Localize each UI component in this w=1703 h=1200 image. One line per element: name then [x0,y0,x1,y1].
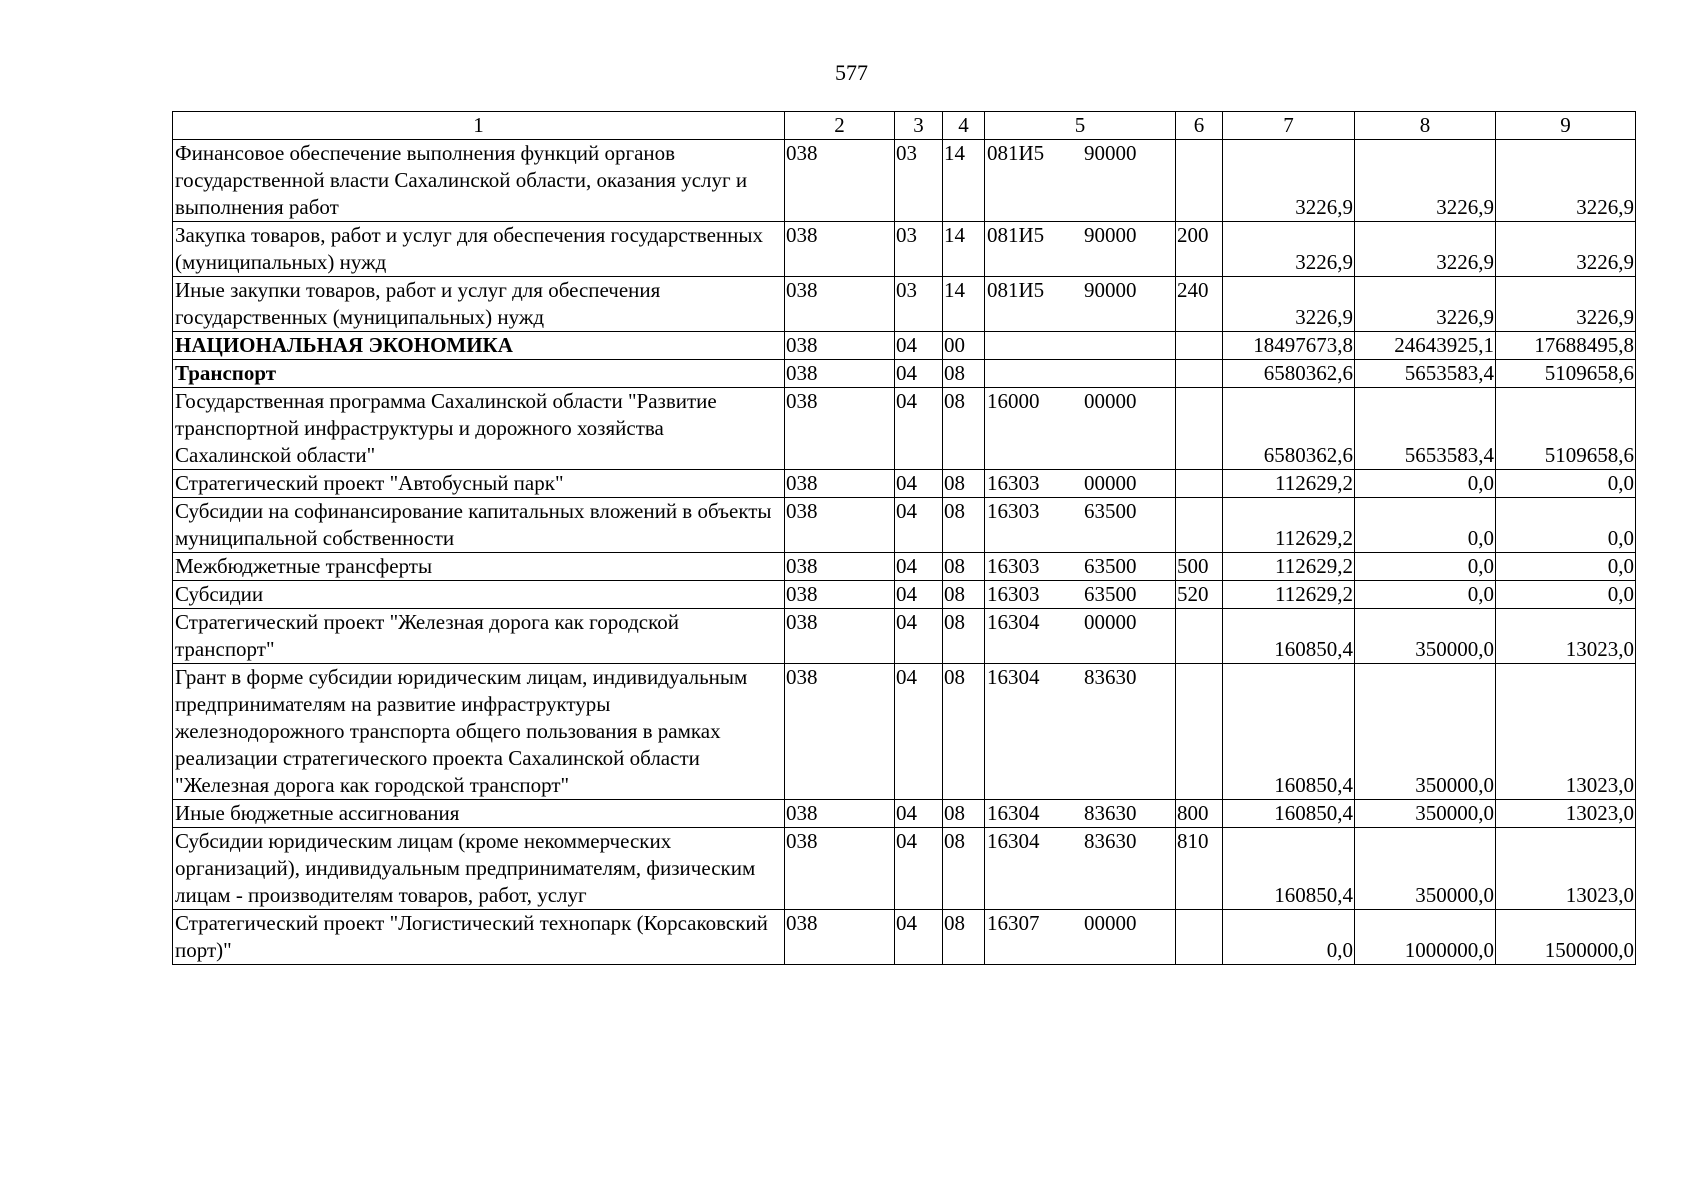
cell-expense-type-code [1176,332,1223,360]
cell-ministry-code: 038 [785,140,895,222]
target-code-program: 081И5 [987,223,1045,247]
target-code-program: 081И5 [987,278,1045,302]
target-code-direction: 90000 [1084,223,1137,247]
table-row [173,828,1636,910]
cell-amount-year-2: 3226,9 [1355,140,1496,222]
cell-section-code: 04 [895,581,943,609]
target-code-program: 16303 [987,499,1040,523]
cell-amount-year-3: 13023,0 [1496,664,1636,800]
cell-subsection-code: 08 [943,498,985,553]
cell-subsection-code: 08 [943,800,985,828]
target-code-program: 16303 [987,554,1040,578]
cell-subsection-code: 08 [943,553,985,581]
cell-amount-year-1: 3226,9 [1223,277,1355,332]
cell-amount-year-1: 112629,2 [1223,553,1355,581]
cell-amount-year-2: 0,0 [1355,553,1496,581]
cell-expense-type-code: 520 [1176,581,1223,609]
target-code-program: 16304 [987,665,1040,689]
table-row [173,140,1636,222]
table-row [173,222,1636,277]
cell-amount-year-3: 3226,9 [1496,222,1636,277]
cell-target-code [985,581,1176,609]
cell-target-code [985,277,1176,332]
cell-subsection-code: 14 [943,222,985,277]
table-row [173,553,1636,581]
cell-amount-year-2: 5653583,4 [1355,388,1496,470]
table-row [173,664,1636,800]
cell-amount-year-2: 5653583,4 [1355,360,1496,388]
cell-amount-year-3: 13023,0 [1496,800,1636,828]
row-name: Стратегический проект "Автобусный парк" [173,470,785,498]
cell-amount-year-3: 3226,9 [1496,140,1636,222]
row-name: Иные закупки товаров, работ и услуг для обеспечения государственных (муниципальных) нужд [173,277,785,332]
target-code-direction: 63500 [1084,499,1137,523]
target-code-program: 16307 [987,911,1040,935]
cell-amount-year-3: 5109658,6 [1496,360,1636,388]
cell-ministry-code: 038 [785,609,895,664]
cell-amount-year-1: 112629,2 [1223,498,1355,553]
row-name: Межбюджетные трансферты [173,553,785,581]
target-code-direction: 83630 [1084,801,1137,825]
header-cell: 8 [1355,112,1496,140]
table-row [173,360,1636,388]
cell-ministry-code: 038 [785,388,895,470]
cell-expense-type-code: 810 [1176,828,1223,910]
cell-target-code [985,910,1176,965]
target-code-direction: 90000 [1084,278,1137,302]
table-row [173,277,1636,332]
row-name: Субсидии на софинансирование капитальных вложений в объекты муниципальной собственности [173,498,785,553]
cell-expense-type-code [1176,360,1223,388]
row-name: Государственная программа Сахалинской области "Развитие транспортной инфраструктуры и дорожного хозяйства Сахалинской области" [173,388,785,470]
row-name: Стратегический проект "Логистический технопарк (Корсаковский порт)" [173,910,785,965]
cell-subsection-code: 00 [943,332,985,360]
target-code-direction: 83630 [1084,829,1137,853]
cell-section-code: 04 [895,609,943,664]
cell-amount-year-3: 13023,0 [1496,828,1636,910]
target-code-program: 16304 [987,610,1040,634]
cell-amount-year-2: 24643925,1 [1355,332,1496,360]
header-cell: 4 [943,112,985,140]
cell-amount-year-2: 3226,9 [1355,222,1496,277]
cell-ministry-code: 038 [785,581,895,609]
target-code-direction: 83630 [1084,665,1137,689]
cell-ministry-code: 038 [785,277,895,332]
cell-amount-year-1: 3226,9 [1223,140,1355,222]
cell-expense-type-code [1176,664,1223,800]
row-name: Стратегический проект "Железная дорога как городской транспорт" [173,609,785,664]
cell-amount-year-1: 3226,9 [1223,222,1355,277]
cell-expense-type-code: 200 [1176,222,1223,277]
cell-amount-year-1: 0,0 [1223,910,1355,965]
row-name: Грант в форме субсидии юридическим лицам, индивидуальным предпринимателям на развитие инфраструктуры железнодорожного транспорта общего пользования в рамках реализации стратегического проекта Сахалинской области "Железная дорога как городской транспорт" [173,664,785,800]
cell-section-code: 04 [895,664,943,800]
cell-amount-year-3: 17688495,8 [1496,332,1636,360]
cell-amount-year-3: 13023,0 [1496,609,1636,664]
cell-ministry-code: 038 [785,664,895,800]
cell-section-code: 03 [895,222,943,277]
cell-amount-year-3: 5109658,6 [1496,388,1636,470]
table-row [173,609,1636,664]
cell-ministry-code: 038 [785,910,895,965]
cell-amount-year-3: 0,0 [1496,498,1636,553]
cell-subsection-code: 14 [943,277,985,332]
table-row [173,332,1636,360]
cell-expense-type-code: 800 [1176,800,1223,828]
row-name: Транспорт [173,360,785,388]
header-cell: 7 [1223,112,1355,140]
header-cell: 1 [173,112,785,140]
cell-subsection-code: 08 [943,470,985,498]
table-row [173,910,1636,965]
cell-amount-year-3: 0,0 [1496,470,1636,498]
target-code-direction: 00000 [1084,610,1137,634]
cell-subsection-code: 08 [943,828,985,910]
header-cell: 6 [1176,112,1223,140]
table-row [173,581,1636,609]
cell-section-code: 04 [895,828,943,910]
cell-subsection-code: 08 [943,910,985,965]
cell-target-code [985,800,1176,828]
cell-ministry-code: 038 [785,553,895,581]
cell-subsection-code: 08 [943,388,985,470]
target-code-program: 081И5 [987,141,1045,165]
cell-amount-year-2: 350000,0 [1355,664,1496,800]
header-cell: 5 [985,112,1176,140]
cell-section-code: 04 [895,360,943,388]
cell-amount-year-2: 0,0 [1355,470,1496,498]
target-code-direction: 63500 [1084,554,1137,578]
row-name: Субсидии [173,581,785,609]
cell-target-code [985,388,1176,470]
cell-target-code [985,828,1176,910]
target-code-direction: 63500 [1084,582,1137,606]
cell-amount-year-1: 112629,2 [1223,470,1355,498]
row-name: Закупка товаров, работ и услуг для обеспечения государственных (муниципальных) нужд [173,222,785,277]
table-row [173,470,1636,498]
cell-section-code: 04 [895,470,943,498]
cell-amount-year-1: 160850,4 [1223,828,1355,910]
cell-amount-year-1: 112629,2 [1223,581,1355,609]
row-name: Иные бюджетные ассигнования [173,800,785,828]
cell-amount-year-3: 0,0 [1496,553,1636,581]
budget-table [172,111,1636,965]
cell-section-code: 04 [895,553,943,581]
cell-target-code [985,470,1176,498]
cell-section-code: 04 [895,800,943,828]
cell-expense-type-code: 500 [1176,553,1223,581]
cell-section-code: 03 [895,140,943,222]
header-cell: 2 [785,112,895,140]
cell-amount-year-2: 350000,0 [1355,800,1496,828]
cell-ministry-code: 038 [785,360,895,388]
cell-expense-type-code [1176,910,1223,965]
target-code-direction: 00000 [1084,389,1137,413]
target-code-program: 16304 [987,801,1040,825]
cell-amount-year-2: 350000,0 [1355,609,1496,664]
cell-amount-year-1: 160850,4 [1223,664,1355,800]
cell-subsection-code: 08 [943,664,985,800]
cell-subsection-code: 14 [943,140,985,222]
cell-section-code: 04 [895,910,943,965]
cell-amount-year-1: 160850,4 [1223,609,1355,664]
cell-target-code [985,140,1176,222]
row-name: Финансовое обеспечение выполнения функций органов государственной власти Сахалинской области, оказания услуг и выполнения работ [173,140,785,222]
cell-section-code: 04 [895,332,943,360]
cell-subsection-code: 08 [943,609,985,664]
cell-amount-year-3: 3226,9 [1496,277,1636,332]
cell-target-code [985,498,1176,553]
page-number: 577 [835,60,868,85]
cell-amount-year-3: 1500000,0 [1496,910,1636,965]
target-code-direction: 00000 [1084,911,1137,935]
cell-amount-year-2: 0,0 [1355,498,1496,553]
cell-ministry-code: 038 [785,332,895,360]
header-cell: 3 [895,112,943,140]
target-code-direction: 00000 [1084,471,1137,495]
target-code-program: 16304 [987,829,1040,853]
header-row [173,112,1636,140]
table-body [173,112,1636,965]
cell-subsection-code: 08 [943,581,985,609]
row-name: Субсидии юридическим лицам (кроме некоммерческих организаций), индивидуальным предпринимателям, физическим лицам - производителям товаров, работ, услуг [173,828,785,910]
cell-amount-year-1: 160850,4 [1223,800,1355,828]
cell-expense-type-code [1176,388,1223,470]
cell-target-code [985,609,1176,664]
cell-amount-year-1: 6580362,6 [1223,388,1355,470]
cell-expense-type-code [1176,140,1223,222]
cell-amount-year-2: 0,0 [1355,581,1496,609]
header-cell: 9 [1496,112,1636,140]
cell-amount-year-2: 1000000,0 [1355,910,1496,965]
cell-expense-type-code: 240 [1176,277,1223,332]
target-code-direction: 90000 [1084,141,1137,165]
cell-target-code [985,360,1176,388]
cell-ministry-code: 038 [785,222,895,277]
table-row [173,388,1636,470]
target-code-program: 16000 [987,389,1040,413]
cell-amount-year-3: 0,0 [1496,581,1636,609]
cell-target-code [985,553,1176,581]
cell-subsection-code: 08 [943,360,985,388]
cell-ministry-code: 038 [785,800,895,828]
cell-amount-year-1: 18497673,8 [1223,332,1355,360]
target-code-program: 16303 [987,582,1040,606]
cell-section-code: 03 [895,277,943,332]
cell-ministry-code: 038 [785,498,895,553]
cell-target-code [985,332,1176,360]
cell-expense-type-code [1176,498,1223,553]
cell-amount-year-2: 3226,9 [1355,277,1496,332]
cell-amount-year-2: 350000,0 [1355,828,1496,910]
cell-amount-year-1: 6580362,6 [1223,360,1355,388]
cell-target-code [985,222,1176,277]
cell-expense-type-code [1176,470,1223,498]
cell-expense-type-code [1176,609,1223,664]
cell-section-code: 04 [895,498,943,553]
target-code-program: 16303 [987,471,1040,495]
cell-target-code [985,664,1176,800]
table-row [173,800,1636,828]
cell-section-code: 04 [895,388,943,470]
row-name: НАЦИОНАЛЬНАЯ ЭКОНОМИКА [173,332,785,360]
cell-ministry-code: 038 [785,470,895,498]
cell-ministry-code: 038 [785,828,895,910]
table-row [173,498,1636,553]
